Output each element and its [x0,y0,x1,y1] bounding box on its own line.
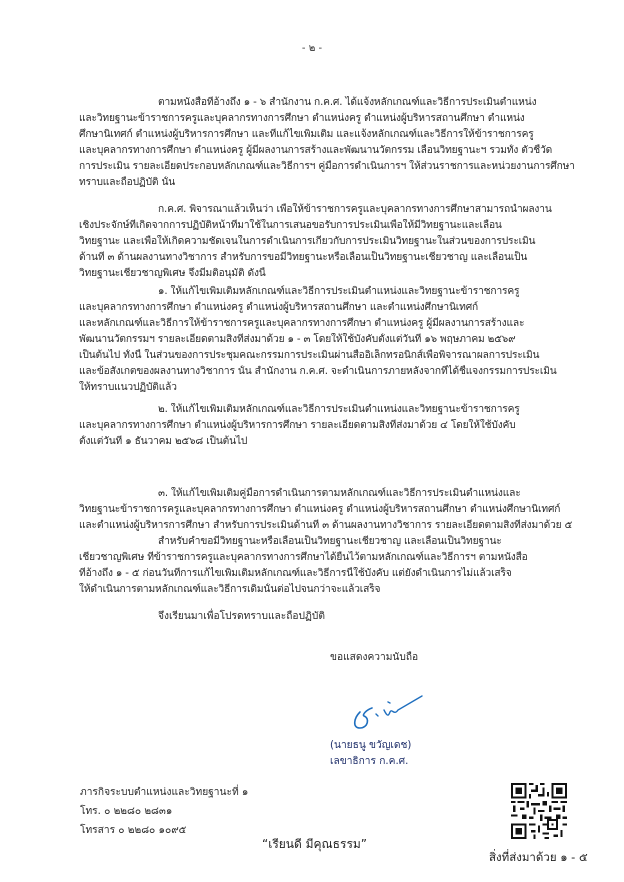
signer-name: (นายธนู ขวัญเดช) [330,740,412,751]
item-3-line: วิทยฐานะข้าราชการครูและบุคลากรทางการศึกษา ตำแหน่งครู ตำแหน่งผู้บริหารสถานศึกษา ตำแหน่งศึกษานิเทศก์ [79,504,561,515]
paragraph-2-line: ก.ค.ศ. พิจารณาแล้วเห็นว่า เพื่อให้ข้าราชการครูและบุคลากรทางการศึกษาสามารถนำผลงาน [158,204,552,215]
regards-text: ขอแสดงความนับถือ [330,652,419,663]
paragraph-2-line: วิทยฐานะ และเพื่อให้เกิดความชัดเจนในการดำเนินการเกี่ยวกับการประเมินวิทยฐานะในส่วนของการประเมิน [79,236,536,247]
item-2-line: และบุคลากรทางการศึกษา ตำแหน่งผู้บริหารการศึกษา รายละเอียดตามสิ่งที่ส่งมาด้วย ๔ โดยให้ใช้บังคับ [79,420,516,431]
item-2-line: ตั้งแต่วันที่ ๑ ธันวาคม ๒๕๖๘ เป็นต้นไป [79,436,248,447]
item-1-line: และหลักเกณฑ์และวิธีการให้ข้าราชการครูและบุคลากรทางการศึกษา ตำแหน่งครู ผู้มีผลงานการสร้างและ [79,318,525,329]
footer-motto: “เรียนดี มีคุณธรรม” [262,837,368,851]
paragraph-1-line: ตามหนังสือที่อ้างถึง ๑ - ๖ สำนักงาน ก.ค.ศ. ได้แจ้งหลักเกณฑ์และวิธีการประเมินตำแหน่ง [158,97,537,108]
footer-department: ภารกิจระบบตำแหน่งและวิทยฐานะที่ ๑ [80,787,249,798]
item-2-line: ๒. ให้แก้ไขเพิ่มเติมหลักเกณฑ์และวิธีการประเมินตำแหน่งและวิทยฐานะข้าราชการครู [158,404,520,415]
paragraph-1-line: และบุคลากรทางการศึกษา ตำแหน่งครู ผู้มีผลงานการสร้างและพัฒนานวัตกรรม เลื่อนวิทยฐานะฯ รวมทั้ง ตัวชี้วัด [79,145,553,156]
item-1-line: พัฒนานวัตกรรมฯ รายละเอียดตามสิ่งที่ส่งมาด้วย ๑ - ๓ โดยให้ใช้บังคับตั้งแต่วันที่ ๑๖ พฤษภาคม ๒๕๖๙ [79,334,516,345]
paragraph-2-line: เชิงประจักษ์ที่เกิดจากการปฏิบัติหน้าที่มาใช้ในการเสนอขอรับการประเมินเพื่อให้มีวิทยฐานะและเลื่อน [79,220,502,231]
signer-title: เลขาธิการ ก.ค.ศ. [330,756,409,767]
item-1-line: ให้ทราบแนวปฏิบัติแล้ว [79,382,177,393]
paragraph-3-line: สำหรับคำขอมีวิทยฐานะหรือเลื่อนเป็นวิทยฐานะเชี่ยวชาญ และเลื่อนเป็นวิทยฐานะ [158,536,502,547]
paragraph-2-line: วิทยฐานะเชี่ยวชาญพิเศษ จึงมีมติอนุมัติ ดังนี้ [79,268,266,279]
paragraph-3-line: ที่อ้างถึง ๑ - ๕ ก่อนวันที่การแก้ไขเพิ่มเติมหลักเกณฑ์และวิธีการนี้ใช้บังคับ แต่ยังดำเนินการไม่แล้วเสร็จ [79,568,512,579]
paragraph-1-line: การประเมิน รายละเอียดประกอบหลักเกณฑ์และวิธีการฯ คู่มือการดำเนินการฯ ให้ส่วนราชการและหน่วยงานการศึกษา [79,161,575,172]
page-number: - ๒ - [301,43,323,54]
closing-sentence: จึงเรียนมาเพื่อโปรดทราบและถือปฏิบัติ [158,611,325,622]
paragraph-1-line: และวิทยฐานะข้าราชการครูและบุคลากรทางการศึกษา ตำแหน่งครู ตำแหน่งผู้บริหารสถานศึกษา ตำแหน่ง [79,113,525,124]
footer-fax: โทรสาร ๐ ๒๒๘๐ ๑๐๙๕ [80,825,187,836]
paragraph-1-line: ศึกษานิเทศก์ ตำแหน่งผู้บริหารการศึกษา และที่แก้ไขเพิ่มเติม และแจ้งหลักเกณฑ์และวิธีการให้ข้าราชการครู [79,129,534,140]
paragraph-2-line: ด้านที่ ๓ ด้านผลงานทางวิชาการ สำหรับการขอมีวิทยฐานะหรือเลื่อนเป็นวิทยฐานะเชี่ยวชาญ และเลื่อนเป็น [79,252,528,263]
item-1-line: และข้อสังเกตของผลงานทางวิชาการ นั้น สำนักงาน ก.ค.ศ. จะดำเนินการภายหลังจากที่ได้ชี้แจงกรรมการประเมิน [79,366,557,377]
enclosure-label: สิ่งที่ส่งมาด้วย ๑ - ๕ [489,850,588,864]
paragraph-1-line: ทราบและถือปฏิบัติ นั้น [79,177,176,188]
paragraph-3-line: ให้ดำเนินการตามหลักเกณฑ์และวิธีการเดิมนั้นต่อไปจนกว่าจะแล้วเสร็จ [79,584,381,595]
signature-image [346,694,426,734]
item-3-line: และตำแหน่งผู้บริหารการศึกษา สำหรับการประเมินด้านที่ ๓ ด้านผลงานทางวิชาการ รายละเอียดตามสิ่งที่ส่งมาด้วย ๕ [79,520,573,531]
item-3-line: ๓. ให้แก้ไขเพิ่มเติมคู่มือการดำเนินการตามหลักเกณฑ์และวิธีการประเมินตำแหน่งและ [158,488,521,499]
item-1-line: ๑. ให้แก้ไขเพิ่มเติมหลักเกณฑ์และวิธีการประเมินตำแหน่งและวิทยฐานะข้าราชการครู [158,286,520,297]
qr-code-icon[interactable] [511,783,567,839]
item-1-line: และบุคลากรทางการศึกษา ตำแหน่งครู ตำแหน่งผู้บริหารสถานศึกษา และตำแหน่งศึกษานิเทศก์ [79,302,479,313]
item-1-line: เป็นต้นไป ทั้งนี้ ในส่วนของการประชุมคณะกรรมการประเมินผ่านสื่ออิเล็กทรอนิกส์เพื่อพิจารณาผลการประเมิน [79,350,540,361]
paragraph-3-line: เชี่ยวชาญพิเศษ ที่ข้าราชการครูและบุคลากรทางการศึกษาได้ยื่นไว้ตามหลักเกณฑ์และวิธีการฯ ตามหนังสือ [79,552,528,563]
footer-phone: โทร. ๐ ๒๒๘๐ ๒๘๓๑ [80,806,173,817]
